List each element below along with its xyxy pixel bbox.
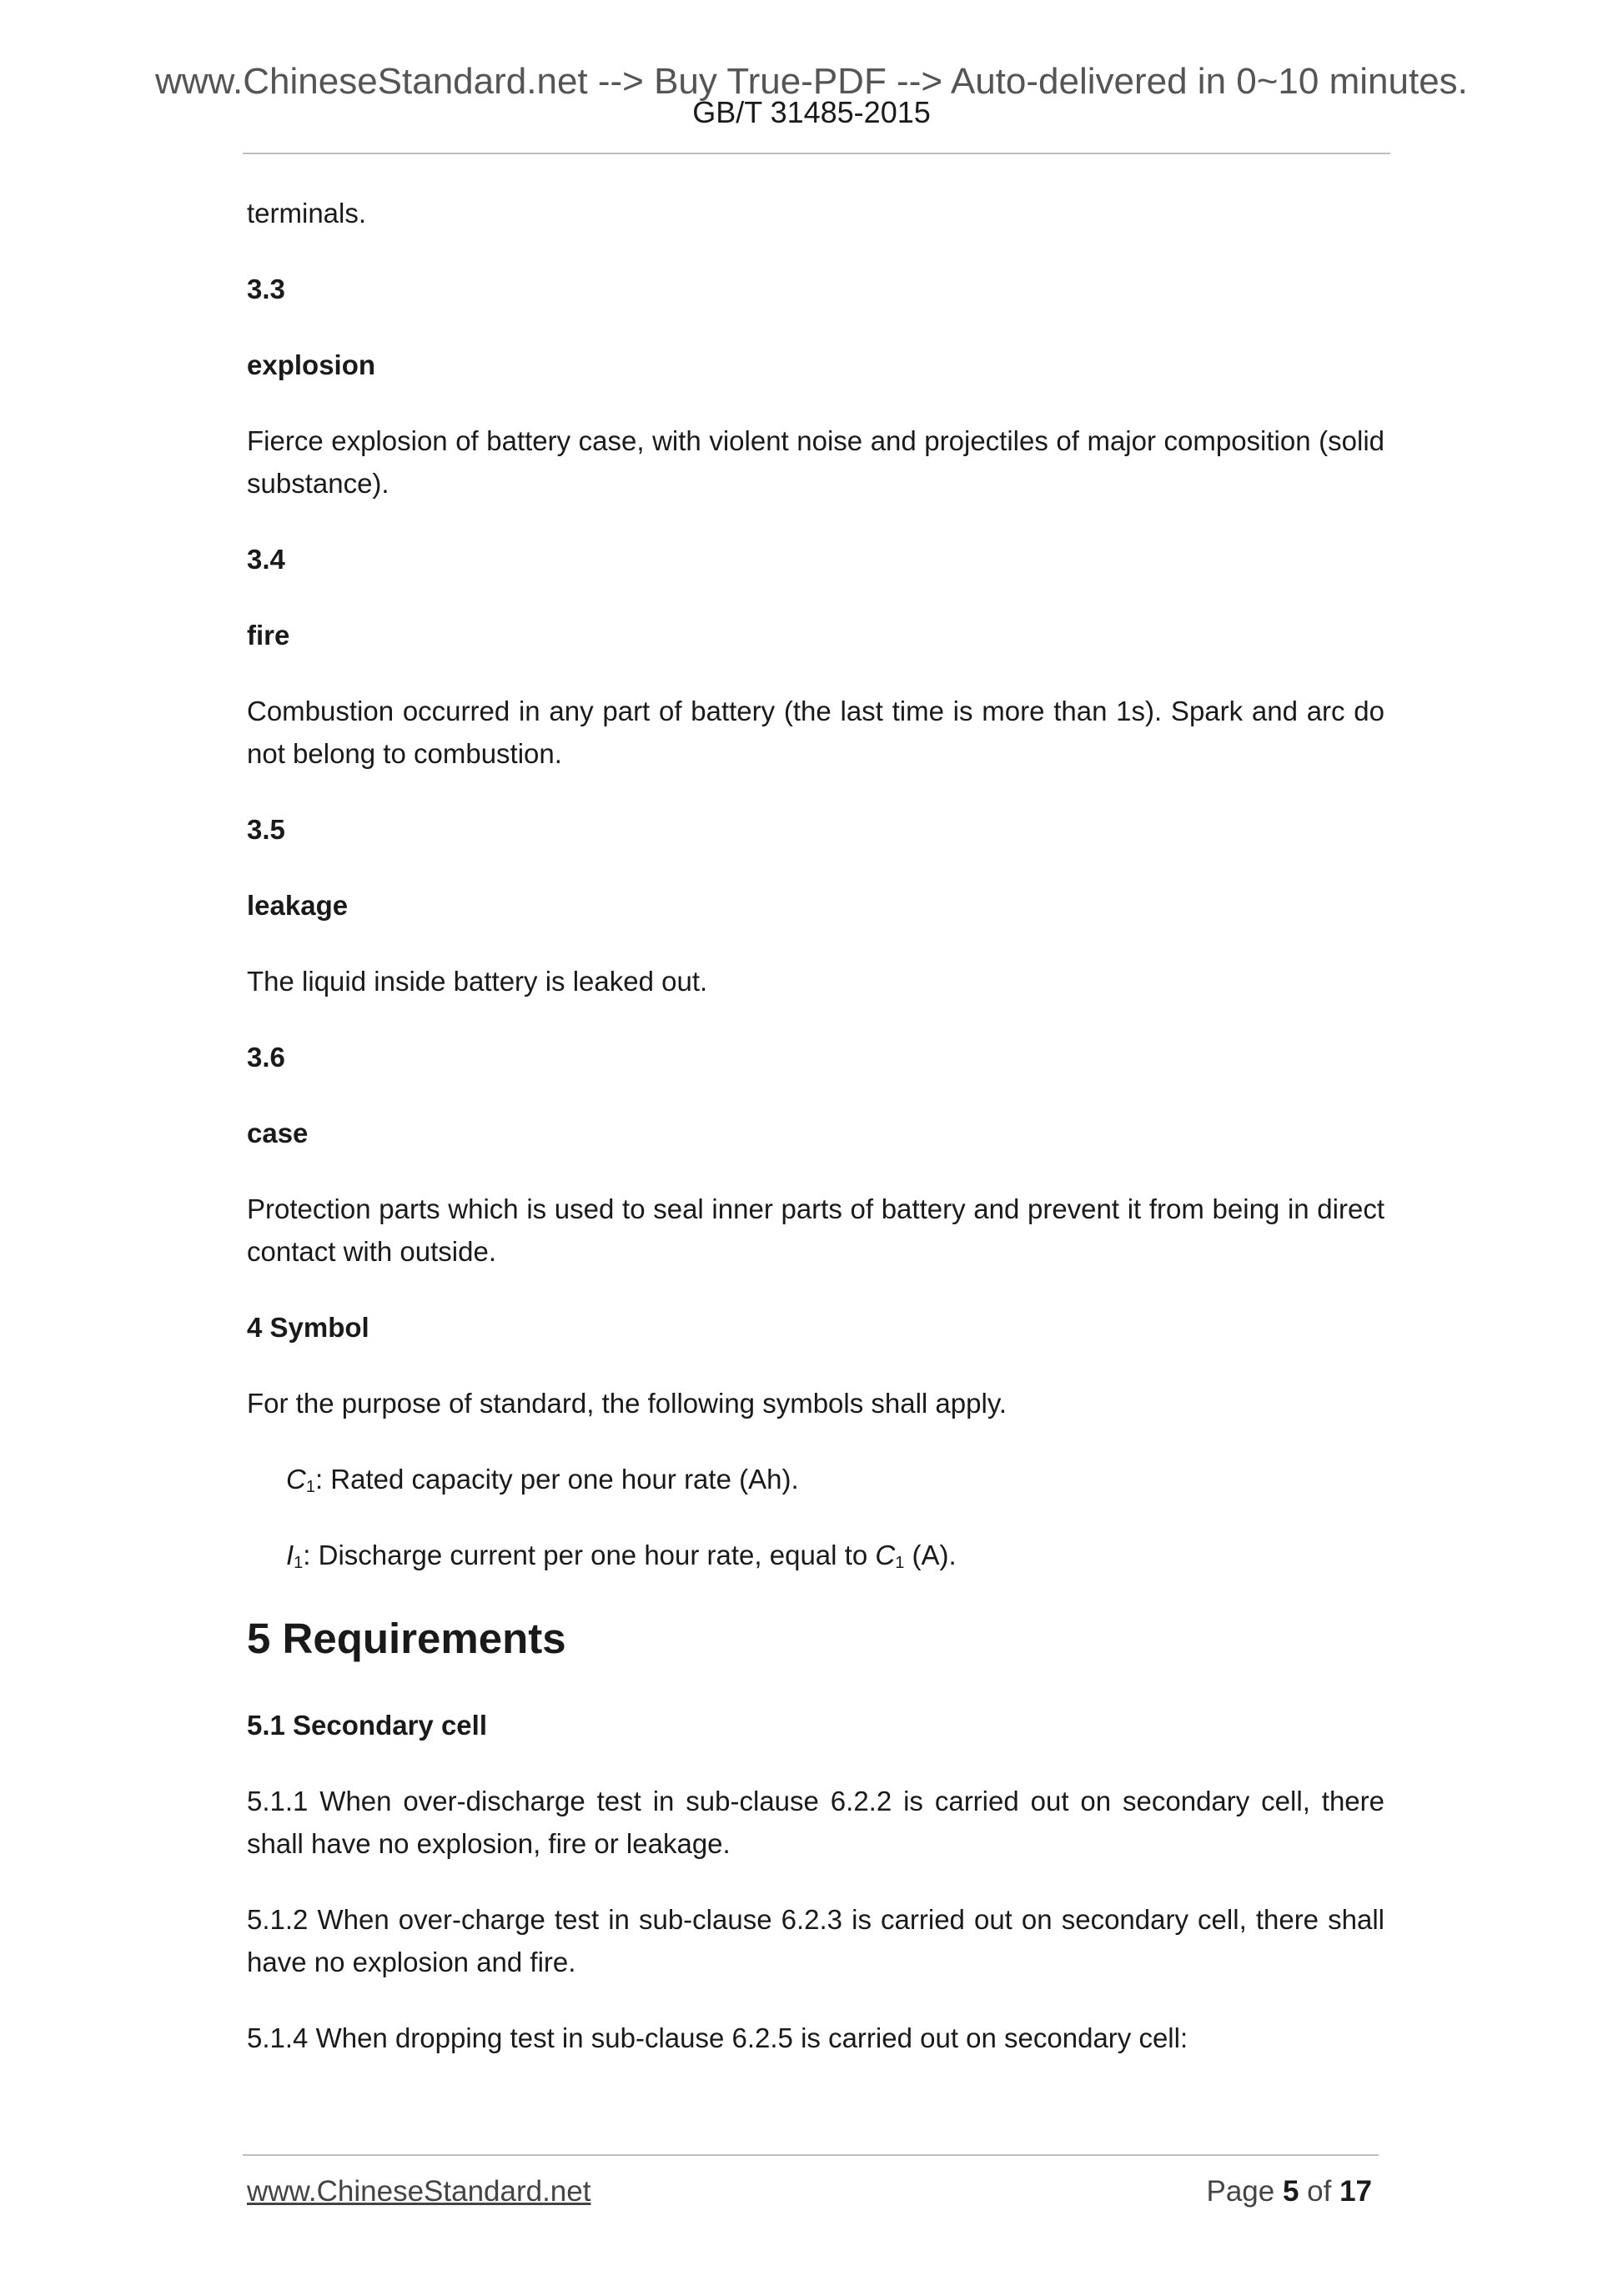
symbol-i1-description: : Discharge current per one hour rate, equal to (303, 1540, 876, 1570)
term-case: case (247, 1118, 309, 1148)
page-indicator (1206, 2177, 1372, 2206)
section-4-heading: 4 Symbol (247, 1312, 369, 1343)
term-leakage: leakage (247, 890, 349, 921)
page-current: 5 (1282, 2175, 1299, 2208)
page-middle: of (1299, 2175, 1340, 2208)
term-number-3-4: 3.4 (247, 544, 285, 575)
symbol-c1-subscript: 1 (305, 1478, 315, 1496)
symbol-i1 (247, 1534, 1384, 1576)
term-number-3-3: 3.3 (247, 274, 285, 304)
term-fire: fire (247, 620, 290, 651)
definition-explosion: Fierce explosion of battery case, with violent noise and projectiles of major composition (solid substance). (247, 425, 1384, 499)
symbol-i1-ref-letter: C (875, 1540, 896, 1570)
section-5-1-heading: 5.1 Secondary cell (247, 1710, 487, 1741)
symbol-i1-subscript: 1 (294, 1554, 304, 1572)
symbol-i1-ref-subscript: 1 (895, 1554, 905, 1572)
symbol-c1-description: : Rated capacity per one hour rate (Ah). (314, 1464, 799, 1495)
header-banner: www.ChineseStandard.net --> Buy True-PDF --> Auto-delivered in 0~10 minutes. (155, 61, 1468, 102)
term-number-3-6: 3.6 (247, 1042, 285, 1073)
definition-leakage: The liquid inside battery is leaked out. (247, 966, 708, 997)
symbol-c1 (247, 1458, 1384, 1500)
definition-fire: Combustion occurred in any part of battery (the last time is more than 1s). Spark and arc do not belong to combustion. (247, 696, 1384, 769)
standard-number: GB/T 31485-2015 (692, 95, 931, 129)
document-body (247, 192, 1384, 2059)
definition-case: Protection parts which is used to seal inner parts of battery and prevent it from being in direct contact with outside. (247, 1193, 1384, 1267)
term-number-3-5: 3.5 (247, 814, 285, 845)
symbol-i1-letter: I (286, 1540, 294, 1570)
footer-divider (243, 2154, 1379, 2156)
symbols-intro: For the purpose of standard, the following symbols shall apply. (247, 1388, 1007, 1419)
symbol-i1-tail: (A). (904, 1540, 957, 1570)
clause-5-1-4: 5.1.4 When dropping test in sub-clause 6.2.5 is carried out on secondary cell: (247, 2022, 1188, 2053)
page-total: 17 (1339, 2175, 1372, 2208)
term-explosion: explosion (247, 349, 376, 380)
clause-5-1-2: 5.1.2 When over-charge test in sub-clause 6.2.3 is carried out on secondary cell, there shall have no explosion and fire. (247, 1904, 1384, 1977)
section-5-heading: 5 Requirements (247, 1615, 566, 1662)
symbol-c1-letter: C (286, 1464, 306, 1495)
continued-text: terminals. (247, 198, 367, 229)
clause-5-1-1: 5.1.1 When over-discharge test in sub-clause 6.2.2 is carried out on secondary cell, there shall have no explosion, fire or leakage. (247, 1786, 1384, 1859)
page-prefix: Page (1206, 2175, 1283, 2208)
header-divider (243, 153, 1390, 154)
footer-website-link[interactable]: www.ChineseStandard.net (247, 2175, 591, 2208)
